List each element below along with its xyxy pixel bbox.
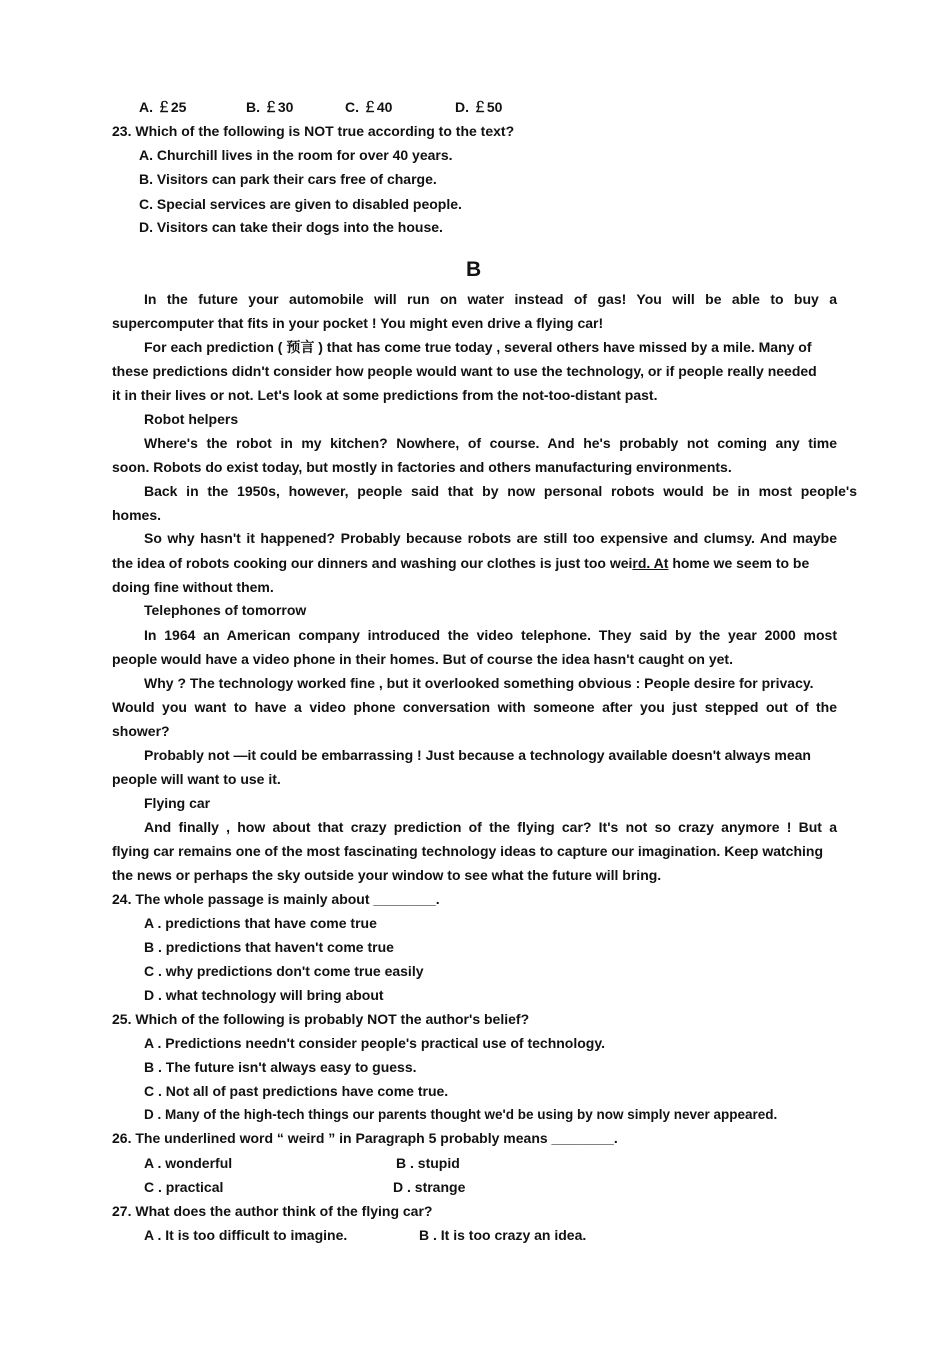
passage-line: So why hasn't it happened? Probably because robots are still too expensive and clumsy. And maybe: [144, 530, 837, 546]
passage-line: Where's the robot in my kitchen? Nowhere, of course. And he's probably not coming any time: [144, 435, 837, 451]
q23-option-a: A. Churchill lives in the room for over 40 years.: [139, 147, 453, 163]
q26-option-d: D . strange: [393, 1179, 466, 1195]
q22-option-b: B. ￡30: [246, 99, 294, 115]
q25-option-b: B . The future isn't always easy to guess.: [144, 1059, 417, 1075]
q24-option-a: A . predictions that have come true: [144, 915, 377, 931]
q26-option-b: B . stupid: [396, 1155, 460, 1171]
passage-line: people will want to use it.: [112, 771, 281, 787]
passage-line: For each prediction ( 预言 ) that has come true today , several others have missed by a mile. Many of: [144, 339, 812, 355]
q24-option-d: D . what technology will bring about: [144, 987, 384, 1003]
subheading-telephones: Telephones of tomorrow: [144, 602, 307, 618]
passage-text: home we seem to be: [668, 555, 810, 571]
passage-line: these predictions didn't consider how people would want to use the technology, or if people really needed: [112, 363, 817, 379]
passage-line: doing fine without them.: [112, 579, 274, 595]
passage-line: people would have a video phone in their homes. But of course the idea hasn't caught on yet.: [112, 651, 733, 667]
passage-line: Probably not —it could be embarrassing ! Just because a technology available doesn't always mean: [144, 747, 811, 763]
passage-text: the idea of robots cooking our dinners and washing our clothes is just too wei: [112, 555, 633, 571]
subheading-flying-car: Flying car: [144, 795, 211, 811]
q25-option-d: D . Many of the high-tech things our parents thought we'd be using by now simply never appeared.: [144, 1107, 778, 1122]
q23-option-d: D. Visitors can take their dogs into the house.: [139, 219, 443, 235]
q25-stem: 25. Which of the following is probably NOT the author's belief?: [112, 1011, 530, 1027]
passage-line: In 1964 an American company introduced the video telephone. They said by the year 2000 most: [144, 627, 837, 643]
q25-option-a: A . Predictions needn't consider people's practical use of technology.: [144, 1035, 605, 1051]
q27-option-a: A . It is too difficult to imagine.: [144, 1227, 348, 1243]
q23-option-b: B. Visitors can park their cars free of charge.: [139, 171, 437, 187]
underlined-word: rd. At: [632, 555, 669, 571]
subheading-robot-helpers: Robot helpers: [144, 411, 239, 427]
q22-option-c: C. ￡40: [345, 99, 393, 115]
passage-line: Would you want to have a video phone conversation with someone after you just stepped out of the: [112, 699, 837, 715]
passage-line: Why ? The technology worked fine , but it overlooked something obvious : People desire for privacy.: [144, 675, 814, 691]
passage-line: homes.: [112, 507, 162, 523]
q26-option-a: A . wonderful: [144, 1155, 233, 1171]
q24-option-b: B . predictions that haven't come true: [144, 939, 394, 955]
q26-stem: 26. The underlined word “ weird ” in Paragraph 5 probably means ________.: [112, 1130, 618, 1146]
q23-option-c: C. Special services are given to disabled people.: [139, 196, 462, 212]
q24-stem: 24. The whole passage is mainly about ________.: [112, 891, 440, 907]
q27-stem: 27. What does the author think of the flying car?: [112, 1203, 433, 1219]
passage-line: it in their lives or not. Let's look at some predictions from the not-too-distant past.: [112, 387, 658, 403]
passage-line: supercomputer that fits in your pocket ! You might even drive a flying car!: [112, 315, 604, 331]
q26-option-c: C . practical: [144, 1179, 224, 1195]
q22-option-d: D. ￡50: [455, 99, 503, 115]
passage-line: soon. Robots do exist today, but mostly in factories and others manufacturing environments.: [112, 459, 732, 475]
passage-line: [112, 554, 809, 572]
passage-line: In the future your automobile will run on water instead of gas! You will be able to buy a: [144, 291, 837, 307]
q25-option-c: C . Not all of past predictions have come true.: [144, 1083, 449, 1099]
q27-option-b: B . It is too crazy an idea.: [419, 1227, 587, 1243]
passage-line: And finally , how about that crazy prediction of the flying car? It's not so crazy anymore ! But a: [144, 819, 837, 835]
passage-line: shower?: [112, 723, 170, 739]
passage-line: the news or perhaps the sky outside your window to see what the future will bring.: [112, 867, 662, 883]
section-title: B: [466, 258, 482, 281]
q22-option-a: A. ￡25: [139, 99, 187, 115]
passage-line: flying car remains one of the most fascinating technology ideas to capture our imagination. Keep watching: [112, 843, 824, 859]
q23-stem: 23. Which of the following is NOT true according to the text?: [112, 123, 515, 139]
passage-line: Back in the 1950s, however, people said that by now personal robots would be in most people's: [144, 483, 857, 499]
q24-option-c: C . why predictions don't come true easily: [144, 963, 424, 979]
